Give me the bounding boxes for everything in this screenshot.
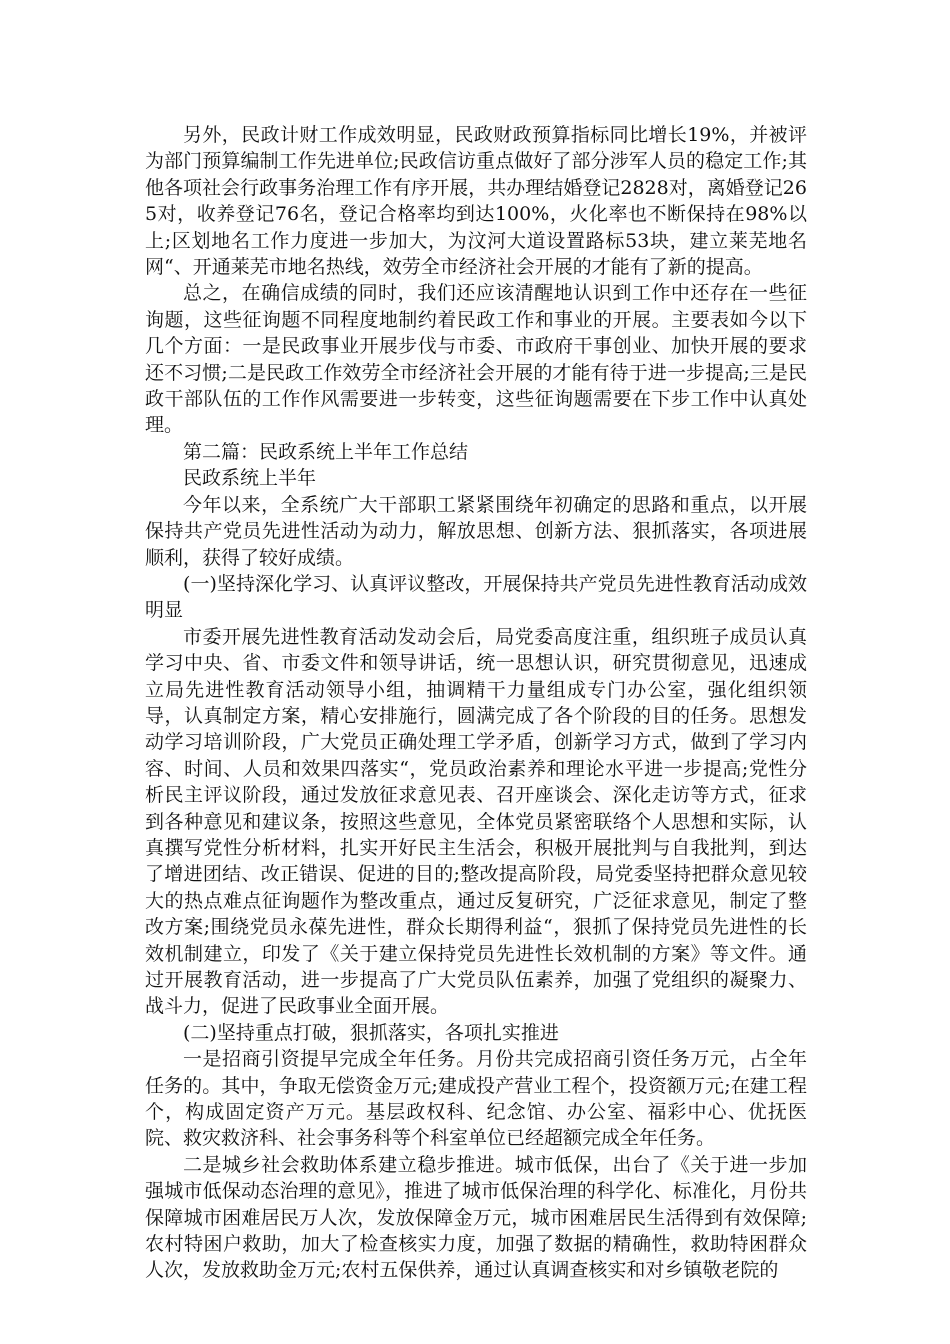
heading-item-two: (二)坚持重点打破，狠抓落实，各项扎实推进 xyxy=(183,1021,559,1044)
paragraph-finance-and-registration: 另外，民政计财工作成效明显，民政财政预算指标同比增长19%，并被评为部门预算编制工作先进单位;民政信访重点做好了部分涉军人员的稳定工作;其他各项社会行政事务治理工作有序开展，共办理结婚登记2828对，离婚登记265对，收养登记76名，登记合格率均到达100%，火化率也不断保持在98%以上;区划地名工作力度进一步加大，为汶河大道设置路标53块，建立莱芜地名网“、开通莱芜市地名热线，效劳全市经济社会开展的才能有了新的提高。 xyxy=(145,124,807,279)
paragraph-intro: 今年以来，全系统广大干部职工紧紧围绕年初确定的思路和重点，以开展保持共产党员先进性活动为动力，解放思想、创新方法、狠抓落实，各项进展顺利，获得了较好成绩。 xyxy=(145,493,807,569)
paragraph-education-activity: 市委开展先进性教育活动发动会后，局党委高度注重，组织班子成员认真学习中央、省、市委文件和领导讲话，统一思想认识，研究贯彻意见，迅速成立局先进性教育活动领导小组，抽调精干力量组成专门办公室，强化组织领导，认真制定方案，精心安排施行，圆满完成了各个阶段的目的任务。思想发动学习培训阶段，广大党员正确处理工学矛盾，创新学习方式，做到了学习内容、时间、人员和效果四落实“，党员政治素养和理论水平进一步提高;党性分析民主评议阶段，通过发放征求意见表、召开座谈会、深化走访等方式，征求到各种意见和建议条，按照这些意见，全体党员紧密联络个人思想和实际，认真撰写党性分析材料，扎实开好民主生活会，积极开展批判与自我批判，到达了增进团结、改正错误、促进的目的;整改提高阶段，局党委坚持把群众意见较大的热点难点征询题作为整改重点，通过反复研究，广泛征求意见，制定了整改方案;围绕党员永葆先进性，群众长期得利益“，狠抓了保持党员先进性的长效机制建立，印发了《关于建立保持党员先进性长效机制的方案》等文件。通过开展教育活动，进一步提高了广大党员队伍素养，加强了党组织的凝聚力、战斗力，促进了民政事业全面开展。 xyxy=(145,625,807,1018)
paragraph-summary-problems: 总之，在确信成绩的同时，我们还应该清醒地认识到工作中还存在一些征询题，这些征询题不同程度地制约着民政工作和事业的开展。主要表如今以下几个方面：一是民政事业开展步伐与市委、市政府干事创业、加快开展的要求还不习惯;二是民政工作效劳全市经济社会开展的才能有待于进一步提高;三是民政干部队伍的工作作风需要进一步转变，这些征询题需要在下步工作中认真处理。 xyxy=(145,282,807,437)
section-title-part-two: 第二篇：民政系统上半年工作总结 xyxy=(183,440,469,463)
paragraph-investment: 一是招商引资提早完成全年任务。月份共完成招商引资任务万元，占全年任务的。其中，争取无偿资金万元;建成投产营业工程个，投资额万元;在建工程个，构成固定资产万元。基层政权科、纪念馆、办公室、福彩中心、优抚医院、救灾救济科、社会事务科等个科室单位已经超额完成全年任务。 xyxy=(145,1048,807,1150)
subtitle-first-half-year: 民政系统上半年 xyxy=(183,467,317,490)
paragraph-social-assistance: 二是城乡社会救助体系建立稳步推进。城市低保，出台了《关于进一步加强城市低保动态治理的意见》，推进了城市低保治理的科学化、标准化，月份共保障城市困难居民万人次，发放保障金万元，城市困难居民生活得到有效保障;农村特困户救助，加大了检查核实力度，加强了数据的精确性，救助特困群众人次，发放救助金万元;农村五保供养，通过认真调查核实和对乡镇敬老院的 xyxy=(145,1153,807,1282)
heading-item-one: (一)坚持深化学习、认真评议整改，开展保持共产党员先进性教育活动成效明显 xyxy=(145,572,807,622)
document-body xyxy=(145,122,807,1284)
